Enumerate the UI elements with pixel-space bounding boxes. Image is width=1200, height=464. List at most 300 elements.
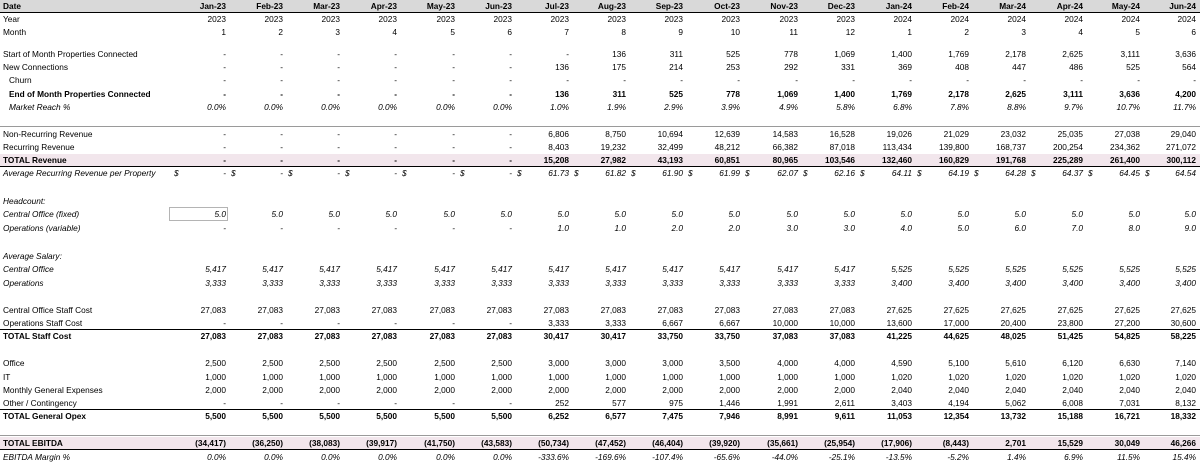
cell-avg-rev-jun-24[interactable]: 64.54	[1175, 168, 1196, 178]
cell-staff-ops-nov-23[interactable]: 10,000	[772, 318, 798, 328]
cell-ebitda-mar-23[interactable]: (38,083)	[309, 438, 340, 448]
cell-end-props-jan-24[interactable]: 1,769	[891, 89, 912, 99]
cell-ebitda-may-23[interactable]: (41,750)	[424, 438, 455, 448]
cell-sal-ops-nov-23[interactable]: 3,333	[777, 278, 798, 288]
cell-month-sep-23[interactable]: 9	[678, 27, 683, 37]
cell-hc-ops-oct-23[interactable]: 2.0	[728, 223, 740, 233]
cell-hc-ops-apr-23[interactable]: -	[394, 223, 397, 233]
cell-start-props-apr-23[interactable]: -	[394, 49, 397, 59]
cell-contingency-may-23[interactable]: -	[452, 398, 455, 408]
cell-ebitda-margin-feb-23[interactable]: 0.0%	[264, 452, 283, 462]
cell-total-rev-jul-23[interactable]: 15,208	[543, 155, 569, 165]
cell-sal-ops-mar-23[interactable]: 3,333	[319, 278, 340, 288]
cell-total-opex-dec-23[interactable]: 9,611	[834, 411, 855, 421]
cell-it-may-24[interactable]: 1,020	[1119, 372, 1140, 382]
cell-date-jul-23[interactable]: Jul-23	[545, 1, 569, 11]
cell-it-apr-23[interactable]: 1,000	[376, 372, 397, 382]
cell-office-jan-23[interactable]: 2,500	[205, 358, 226, 368]
cell-sal-central-mar-24[interactable]: 5,525	[1005, 264, 1026, 274]
cell-churn-oct-23[interactable]: -	[737, 75, 740, 85]
cell-start-props-aug-23[interactable]: 136	[612, 49, 626, 59]
cell-hc-ops-may-23[interactable]: -	[452, 223, 455, 233]
cell-year-mar-23[interactable]: 2023	[321, 14, 340, 24]
cell-it-jan-24[interactable]: 1,020	[891, 372, 912, 382]
cell-total-rev-may-23[interactable]: -	[452, 155, 455, 165]
cell-sal-central-jul-23[interactable]: 5,417	[548, 264, 569, 274]
cell-ebitda-margin-mar-23[interactable]: 0.0%	[321, 452, 340, 462]
cell-non-rec-jun-24[interactable]: 29,040	[1170, 129, 1196, 139]
cell-it-jan-23[interactable]: 1,000	[205, 372, 226, 382]
cell-it-feb-24[interactable]: 1,020	[948, 372, 969, 382]
cell-end-props-jul-23[interactable]: 136	[555, 89, 569, 99]
cell-total-rev-dec-23[interactable]: 103,546	[825, 155, 855, 165]
cell-total-staff-apr-24[interactable]: 51,425	[1057, 331, 1083, 341]
cell-churn-jan-24[interactable]: -	[909, 75, 912, 85]
cell-end-props-apr-23[interactable]: -	[394, 89, 397, 99]
cell-start-props-jan-23[interactable]: -	[223, 49, 226, 59]
cell-year-apr-23[interactable]: 2023	[378, 14, 397, 24]
cell-non-rec-jan-24[interactable]: 19,026	[886, 129, 912, 139]
cell-churn-feb-24[interactable]: -	[966, 75, 969, 85]
cell-ebitda-jul-23[interactable]: (50,734)	[538, 438, 569, 448]
cell-staff-central-sep-23[interactable]: 27,083	[657, 305, 683, 315]
cell-month-mar-24[interactable]: 3	[1021, 27, 1026, 37]
cell-month-jul-23[interactable]: 7	[564, 27, 569, 37]
cell-month-dec-23[interactable]: 12	[845, 27, 855, 37]
cell-date-may-23[interactable]: May-23	[426, 1, 455, 11]
cell-total-staff-jun-23[interactable]: 27,083	[486, 331, 512, 341]
cell-end-props-jun-23[interactable]: -	[509, 89, 512, 99]
cell-churn-mar-24[interactable]: -	[1023, 75, 1026, 85]
cell-monthly-gen-sep-23[interactable]: 2,000	[662, 385, 683, 395]
cell-year-dec-23[interactable]: 2023	[836, 14, 855, 24]
cell-it-aug-23[interactable]: 1,000	[605, 372, 626, 382]
cell-hc-central-feb-23[interactable]: 5.0	[271, 209, 283, 219]
cell-date-may-24[interactable]: May-24	[1111, 1, 1140, 11]
cell-sal-central-oct-23[interactable]: 5,417	[719, 264, 740, 274]
cell-it-mar-24[interactable]: 1,020	[1005, 372, 1026, 382]
cell-total-staff-mar-24[interactable]: 48,025	[1000, 331, 1026, 341]
cell-hc-ops-mar-23[interactable]: -	[337, 223, 340, 233]
cell-staff-central-jun-24[interactable]: 27,625	[1170, 305, 1196, 315]
cell-market-reach-feb-24[interactable]: 7.8%	[950, 102, 969, 112]
cell-hc-ops-jun-24[interactable]: 9.0	[1184, 223, 1196, 233]
cell-total-staff-dec-23[interactable]: 37,083	[829, 331, 855, 341]
cell-ebitda-jun-24[interactable]: 46,266	[1170, 438, 1196, 448]
cell-total-rev-jan-24[interactable]: 132,460	[882, 155, 912, 165]
cell-ebitda-margin-aug-23[interactable]: -169.6%	[595, 452, 626, 462]
cell-churn-apr-23[interactable]: -	[394, 75, 397, 85]
cell-it-apr-24[interactable]: 1,020	[1062, 372, 1083, 382]
cell-contingency-nov-23[interactable]: 1,991	[777, 398, 798, 408]
cell-month-jun-23[interactable]: 6	[507, 27, 512, 37]
cell-month-may-24[interactable]: 5	[1135, 27, 1140, 37]
cell-hc-ops-feb-24[interactable]: 5.0	[957, 223, 969, 233]
cell-monthly-gen-feb-24[interactable]: 2,040	[948, 385, 969, 395]
cell-non-rec-aug-23[interactable]: 8,750	[605, 129, 626, 139]
cell-sal-central-apr-23[interactable]: 5,417	[376, 264, 397, 274]
cell-rec-mar-23[interactable]: -	[337, 142, 340, 152]
cell-year-jun-24[interactable]: 2024	[1177, 14, 1196, 24]
cell-non-rec-nov-23[interactable]: 14,583	[772, 129, 798, 139]
cell-avg-rev-jun-23[interactable]: -	[509, 168, 512, 178]
cell-rec-mar-24[interactable]: 168,737	[996, 142, 1026, 152]
cell-hc-central-may-23[interactable]: 5.0	[443, 209, 455, 219]
cell-end-props-dec-23[interactable]: 1,400	[834, 89, 855, 99]
cell-start-props-may-23[interactable]: -	[452, 49, 455, 59]
cell-new-conn-jun-24[interactable]: 564	[1182, 62, 1196, 72]
cell-churn-jun-24[interactable]: -	[1193, 75, 1196, 85]
cell-total-opex-jan-23[interactable]: 5,500	[205, 411, 226, 421]
cell-hc-central-feb-24[interactable]: 5.0	[957, 209, 969, 219]
cell-non-rec-jun-23[interactable]: -	[509, 129, 512, 139]
cell-total-staff-feb-23[interactable]: 27,083	[257, 331, 283, 341]
cell-office-oct-23[interactable]: 3,500	[719, 358, 740, 368]
cell-market-reach-apr-23[interactable]: 0.0%	[378, 102, 397, 112]
cell-sal-ops-jul-23[interactable]: 3,333	[548, 278, 569, 288]
cell-staff-ops-jul-23[interactable]: 3,333	[548, 318, 569, 328]
cell-year-oct-23[interactable]: 2023	[721, 14, 740, 24]
cell-ebitda-mar-24[interactable]: 2,701	[1005, 438, 1026, 448]
cell-rec-jun-24[interactable]: 271,072	[1166, 142, 1196, 152]
cell-monthly-gen-jan-24[interactable]: 2,040	[891, 385, 912, 395]
cell-hc-central-jul-23[interactable]: 5.0	[557, 209, 569, 219]
cell-sal-central-feb-23[interactable]: 5,417	[262, 264, 283, 274]
cell-ebitda-margin-apr-24[interactable]: 6.9%	[1064, 452, 1083, 462]
cell-month-jan-23[interactable]: 1	[221, 27, 226, 37]
cell-start-props-jun-24[interactable]: 3,636	[1175, 49, 1196, 59]
cell-market-reach-feb-23[interactable]: 0.0%	[264, 102, 283, 112]
cell-ebitda-nov-23[interactable]: (35,661)	[767, 438, 798, 448]
cell-staff-ops-jan-23[interactable]: -	[223, 318, 226, 328]
cell-sal-ops-mar-24[interactable]: 3,400	[1005, 278, 1026, 288]
cell-non-rec-jan-23[interactable]: -	[223, 129, 226, 139]
cell-total-opex-nov-23[interactable]: 8,991	[777, 411, 798, 421]
cell-hc-central-mar-24[interactable]: 5.0	[1014, 209, 1026, 219]
cell-staff-central-feb-23[interactable]: 27,083	[257, 305, 283, 315]
cell-it-nov-23[interactable]: 1,000	[777, 372, 798, 382]
cell-avg-rev-may-23[interactable]: -	[452, 168, 455, 178]
cell-staff-central-mar-23[interactable]: 27,083	[314, 305, 340, 315]
cell-month-nov-23[interactable]: 11	[789, 27, 798, 37]
cell-start-props-feb-24[interactable]: 1,769	[948, 49, 969, 59]
cell-total-opex-may-23[interactable]: 5,500	[434, 411, 455, 421]
cell-sal-ops-apr-24[interactable]: 3,400	[1062, 278, 1083, 288]
cell-staff-central-jan-24[interactable]: 27,625	[886, 305, 912, 315]
cell-total-staff-may-24[interactable]: 54,825	[1114, 331, 1140, 341]
cell-ebitda-margin-oct-23[interactable]: -65.6%	[713, 452, 740, 462]
cell-date-jun-24[interactable]: Jun-24	[1169, 1, 1196, 11]
cell-contingency-jan-23[interactable]: -	[223, 398, 226, 408]
cell-rec-may-24[interactable]: 234,362	[1110, 142, 1140, 152]
cell-start-props-dec-23[interactable]: 1,069	[834, 49, 855, 59]
cell-hc-central-aug-23[interactable]: 5.0	[614, 209, 626, 219]
cell-office-nov-23[interactable]: 4,000	[777, 358, 798, 368]
cell-churn-may-24[interactable]: -	[1137, 75, 1140, 85]
cell-rec-may-23[interactable]: -	[452, 142, 455, 152]
cell-total-staff-jul-23[interactable]: 30,417	[543, 331, 569, 341]
cell-rec-sep-23[interactable]: 32,499	[657, 142, 683, 152]
cell-hc-ops-mar-24[interactable]: 6.0	[1014, 223, 1026, 233]
cell-month-feb-24[interactable]: 2	[964, 27, 969, 37]
cell-total-rev-apr-24[interactable]: 225,289	[1053, 155, 1083, 165]
cell-staff-ops-sep-23[interactable]: 6,667	[662, 318, 683, 328]
cell-monthly-gen-jan-23[interactable]: 2,000	[205, 385, 226, 395]
cell-total-opex-feb-23[interactable]: 5,500	[262, 411, 283, 421]
cell-contingency-aug-23[interactable]: 577	[612, 398, 626, 408]
cell-sal-central-nov-23[interactable]: 5,417	[777, 264, 798, 274]
cell-sal-central-jun-24[interactable]: 5,525	[1175, 264, 1196, 274]
cell-new-conn-may-23[interactable]: -	[452, 62, 455, 72]
cell-rec-apr-24[interactable]: 200,254	[1053, 142, 1083, 152]
cell-year-feb-24[interactable]: 2024	[950, 14, 969, 24]
cell-avg-rev-apr-24[interactable]: 64.37	[1062, 168, 1083, 178]
cell-ebitda-jan-23[interactable]: (34,417)	[195, 438, 226, 448]
cell-start-props-mar-23[interactable]: -	[337, 49, 340, 59]
cell-total-opex-feb-24[interactable]: 12,354	[943, 411, 969, 421]
cell-new-conn-aug-23[interactable]: 175	[612, 62, 626, 72]
cell-non-rec-dec-23[interactable]: 16,528	[829, 129, 855, 139]
cell-avg-rev-may-24[interactable]: 64.45	[1119, 168, 1140, 178]
cell-monthly-gen-oct-23[interactable]: 2,000	[719, 385, 740, 395]
cell-office-sep-23[interactable]: 3,000	[662, 358, 683, 368]
cell-hc-ops-may-24[interactable]: 8.0	[1128, 223, 1140, 233]
cell-total-rev-jun-23[interactable]: -	[509, 155, 512, 165]
cell-year-jul-23[interactable]: 2023	[550, 14, 569, 24]
cell-market-reach-mar-24[interactable]: 8.8%	[1007, 102, 1026, 112]
cell-rec-jun-23[interactable]: -	[509, 142, 512, 152]
cell-staff-ops-jan-24[interactable]: 13,600	[886, 318, 912, 328]
cell-rec-oct-23[interactable]: 48,212	[714, 142, 740, 152]
cell-date-apr-23[interactable]: Apr-23	[370, 1, 397, 11]
cell-staff-ops-jun-24[interactable]: 30,600	[1170, 318, 1196, 328]
cell-end-props-mar-24[interactable]: 2,625	[1005, 89, 1026, 99]
cell-start-props-may-24[interactable]: 3,111	[1120, 49, 1140, 59]
cell-staff-central-mar-24[interactable]: 27,625	[1000, 305, 1026, 315]
cell-hc-central-jun-23[interactable]: 5.0	[500, 209, 512, 219]
cell-sal-ops-oct-23[interactable]: 3,333	[719, 278, 740, 288]
cell-contingency-jan-24[interactable]: 3,403	[891, 398, 912, 408]
cell-contingency-apr-24[interactable]: 6,008	[1062, 398, 1083, 408]
cell-churn-nov-23[interactable]: -	[795, 75, 798, 85]
cell-hc-ops-sep-23[interactable]: 2.0	[671, 223, 683, 233]
cell-ebitda-margin-feb-24[interactable]: -5.2%	[947, 452, 969, 462]
cell-sal-ops-jun-24[interactable]: 3,400	[1175, 278, 1196, 288]
cell-month-mar-23[interactable]: 3	[335, 27, 340, 37]
cell-hc-central-dec-23[interactable]: 5.0	[843, 209, 855, 219]
cell-monthly-gen-dec-23[interactable]: 2,000	[834, 385, 855, 395]
cell-date-mar-23[interactable]: Mar-23	[313, 1, 340, 11]
cell-non-rec-oct-23[interactable]: 12,639	[714, 129, 740, 139]
cell-office-dec-23[interactable]: 4,000	[834, 358, 855, 368]
cell-monthly-gen-apr-23[interactable]: 2,000	[376, 385, 397, 395]
cell-staff-ops-dec-23[interactable]: 10,000	[829, 318, 855, 328]
cell-new-conn-mar-23[interactable]: -	[337, 62, 340, 72]
cell-end-props-feb-23[interactable]: -	[280, 89, 283, 99]
cell-hc-ops-jun-23[interactable]: -	[509, 223, 512, 233]
cell-it-jul-23[interactable]: 1,000	[548, 372, 569, 382]
cell-non-rec-jul-23[interactable]: 6,806	[548, 129, 569, 139]
cell-total-staff-jan-24[interactable]: 41,225	[886, 331, 912, 341]
cell-staff-central-jan-23[interactable]: 27,083	[200, 305, 226, 315]
cell-end-props-apr-24[interactable]: 3,111	[1063, 89, 1083, 99]
cell-churn-jul-23[interactable]: -	[566, 75, 569, 85]
cell-year-jun-23[interactable]: 2023	[493, 14, 512, 24]
cell-office-mar-23[interactable]: 2,500	[319, 358, 340, 368]
cell-ebitda-oct-23[interactable]: (39,920)	[709, 438, 740, 448]
cell-churn-aug-23[interactable]: -	[623, 75, 626, 85]
cell-monthly-gen-mar-24[interactable]: 2,040	[1005, 385, 1026, 395]
cell-new-conn-sep-23[interactable]: 214	[669, 62, 683, 72]
cell-sal-central-jan-24[interactable]: 5,525	[891, 264, 912, 274]
cell-hc-central-jan-24[interactable]: 5.0	[900, 209, 912, 219]
cell-contingency-mar-23[interactable]: -	[337, 398, 340, 408]
cell-staff-ops-mar-23[interactable]: -	[337, 318, 340, 328]
cell-sal-ops-sep-23[interactable]: 3,333	[662, 278, 683, 288]
cell-year-nov-23[interactable]: 2023	[779, 14, 798, 24]
cell-date-jan-23[interactable]: Jan-23	[199, 1, 226, 11]
cell-monthly-gen-nov-23[interactable]: 2,000	[777, 385, 798, 395]
cell-month-apr-23[interactable]: 4	[392, 27, 397, 37]
cell-it-mar-23[interactable]: 1,000	[319, 372, 340, 382]
cell-month-oct-23[interactable]: 10	[730, 27, 740, 37]
cell-staff-ops-may-23[interactable]: -	[452, 318, 455, 328]
cell-ebitda-aug-23[interactable]: (47,452)	[595, 438, 626, 448]
cell-market-reach-jul-23[interactable]: 1.0%	[550, 102, 569, 112]
cell-total-staff-feb-24[interactable]: 44,625	[943, 331, 969, 341]
cell-total-staff-jun-24[interactable]: 58,225	[1170, 331, 1196, 341]
cell-avg-rev-jan-24[interactable]: 64.11	[891, 168, 912, 178]
cell-ebitda-margin-may-24[interactable]: 11.5%	[1117, 452, 1140, 462]
cell-market-reach-aug-23[interactable]: 1.9%	[607, 102, 626, 112]
cell-total-rev-jan-23[interactable]: -	[223, 155, 226, 165]
cell-office-feb-23[interactable]: 2,500	[262, 358, 283, 368]
cell-ebitda-margin-dec-23[interactable]: -25.1%	[828, 452, 855, 462]
cell-ebitda-margin-apr-23[interactable]: 0.0%	[378, 452, 397, 462]
cell-avg-rev-jan-23[interactable]: -	[223, 168, 226, 178]
cell-ebitda-jan-24[interactable]: (17,906)	[881, 438, 912, 448]
cell-it-jun-23[interactable]: 1,000	[491, 372, 512, 382]
cell-avg-rev-dec-23[interactable]: 62.16	[834, 168, 855, 178]
cell-sal-ops-aug-23[interactable]: 3,333	[605, 278, 626, 288]
cell-year-aug-23[interactable]: 2023	[607, 14, 626, 24]
cell-sal-central-dec-23[interactable]: 5,417	[834, 264, 855, 274]
cell-hc-ops-feb-23[interactable]: -	[280, 223, 283, 233]
cell-end-props-may-24[interactable]: 3,636	[1119, 89, 1140, 99]
cell-total-opex-apr-24[interactable]: 15,188	[1057, 411, 1083, 421]
cell-start-props-jun-23[interactable]: -	[509, 49, 512, 59]
cell-total-rev-nov-23[interactable]: 80,965	[772, 155, 798, 165]
cell-total-staff-apr-23[interactable]: 27,083	[371, 331, 397, 341]
cell-staff-central-apr-24[interactable]: 27,625	[1057, 305, 1083, 315]
cell-staff-central-dec-23[interactable]: 27,083	[829, 305, 855, 315]
cell-it-feb-23[interactable]: 1,000	[262, 372, 283, 382]
cell-new-conn-apr-24[interactable]: 486	[1069, 62, 1083, 72]
cell-rec-jan-23[interactable]: -	[223, 142, 226, 152]
cell-churn-sep-23[interactable]: -	[680, 75, 683, 85]
cell-it-may-23[interactable]: 1,000	[434, 372, 455, 382]
cell-rec-jan-24[interactable]: 113,434	[882, 142, 912, 152]
cell-staff-ops-may-24[interactable]: 27,200	[1114, 318, 1140, 328]
cell-staff-ops-feb-24[interactable]: 17,000	[943, 318, 969, 328]
cell-it-sep-23[interactable]: 1,000	[662, 372, 683, 382]
cell-total-staff-oct-23[interactable]: 33,750	[714, 331, 740, 341]
cell-sal-central-aug-23[interactable]: 5,417	[605, 264, 626, 274]
cell-start-props-jan-24[interactable]: 1,400	[891, 49, 912, 59]
cell-staff-ops-jun-23[interactable]: -	[509, 318, 512, 328]
cell-sal-central-mar-23[interactable]: 5,417	[319, 264, 340, 274]
cell-avg-rev-feb-23[interactable]: -	[280, 168, 283, 178]
cell-avg-rev-nov-23[interactable]: 62.07	[777, 168, 798, 178]
cell-sal-ops-may-23[interactable]: 3,333	[434, 278, 455, 288]
cell-office-aug-23[interactable]: 3,000	[605, 358, 626, 368]
cell-contingency-dec-23[interactable]: 2,611	[834, 398, 855, 408]
cell-sal-central-jun-23[interactable]: 5,417	[491, 264, 512, 274]
cell-market-reach-nov-23[interactable]: 4.9%	[779, 102, 798, 112]
cell-ebitda-margin-sep-23[interactable]: -107.4%	[652, 452, 683, 462]
cell-sal-ops-feb-23[interactable]: 3,333	[262, 278, 283, 288]
cell-contingency-sep-23[interactable]: 975	[669, 398, 683, 408]
cell-total-rev-oct-23[interactable]: 60,851	[714, 155, 740, 165]
cell-staff-central-oct-23[interactable]: 27,083	[714, 305, 740, 315]
cell-date-oct-23[interactable]: Oct-23	[714, 1, 740, 11]
cell-it-jun-24[interactable]: 1,020	[1175, 372, 1196, 382]
cell-end-props-feb-24[interactable]: 2,178	[948, 89, 969, 99]
cell-sal-ops-dec-23[interactable]: 3,333	[834, 278, 855, 288]
cell-non-rec-feb-24[interactable]: 21,029	[943, 129, 969, 139]
cell-total-opex-mar-23[interactable]: 5,500	[319, 411, 340, 421]
cell-year-may-23[interactable]: 2023	[436, 14, 455, 24]
cell-contingency-may-24[interactable]: 7,031	[1119, 398, 1140, 408]
cell-avg-rev-jul-23[interactable]: 61.73	[548, 168, 569, 178]
cell-end-props-nov-23[interactable]: 1,069	[777, 89, 798, 99]
cell-avg-rev-mar-23[interactable]: -	[337, 168, 340, 178]
cell-ebitda-margin-jan-23[interactable]: 0.0%	[207, 452, 226, 462]
cell-staff-ops-mar-24[interactable]: 20,400	[1000, 318, 1026, 328]
cell-end-props-jun-24[interactable]: 4,200	[1175, 89, 1196, 99]
cell-total-opex-oct-23[interactable]: 7,946	[719, 411, 740, 421]
cell-total-staff-sep-23[interactable]: 33,750	[657, 331, 683, 341]
cell-month-apr-24[interactable]: 4	[1078, 27, 1083, 37]
cell-total-opex-jun-24[interactable]: 18,332	[1170, 411, 1196, 421]
cell-hc-ops-dec-23[interactable]: 3.0	[843, 223, 855, 233]
cell-market-reach-jun-24[interactable]: 11.7%	[1173, 102, 1196, 112]
cell-churn-may-23[interactable]: -	[452, 75, 455, 85]
cell-month-aug-23[interactable]: 8	[621, 27, 626, 37]
cell-market-reach-jan-23[interactable]: 0.0%	[207, 102, 226, 112]
cell-office-apr-23[interactable]: 2,500	[376, 358, 397, 368]
cell-hc-ops-jul-23[interactable]: 1.0	[557, 223, 569, 233]
cell-total-rev-aug-23[interactable]: 27,982	[600, 155, 626, 165]
cell-churn-jan-23[interactable]: -	[223, 75, 226, 85]
cell-sal-ops-apr-23[interactable]: 3,333	[376, 278, 397, 288]
cell-avg-rev-mar-24[interactable]: 64.28	[1005, 168, 1026, 178]
cell-total-rev-feb-24[interactable]: 160,829	[939, 155, 969, 165]
cell-hc-ops-aug-23[interactable]: 1.0	[614, 223, 626, 233]
cell-market-reach-jan-24[interactable]: 6.8%	[893, 102, 912, 112]
cell-year-jan-23[interactable]: 2023	[207, 14, 226, 24]
cell-contingency-feb-23[interactable]: -	[280, 398, 283, 408]
cell-non-rec-sep-23[interactable]: 10,694	[657, 129, 683, 139]
cell-ebitda-dec-23[interactable]: (25,954)	[824, 438, 855, 448]
cell-office-jun-23[interactable]: 2,500	[491, 358, 512, 368]
cell-avg-rev-feb-24[interactable]: 64.19	[948, 168, 969, 178]
cell-avg-rev-apr-23[interactable]: -	[394, 168, 397, 178]
cell-sal-ops-may-24[interactable]: 3,400	[1119, 278, 1140, 288]
cell-start-props-jul-23[interactable]: -	[566, 49, 569, 59]
cell-non-rec-apr-23[interactable]: -	[394, 129, 397, 139]
cell-new-conn-feb-23[interactable]: -	[280, 62, 283, 72]
